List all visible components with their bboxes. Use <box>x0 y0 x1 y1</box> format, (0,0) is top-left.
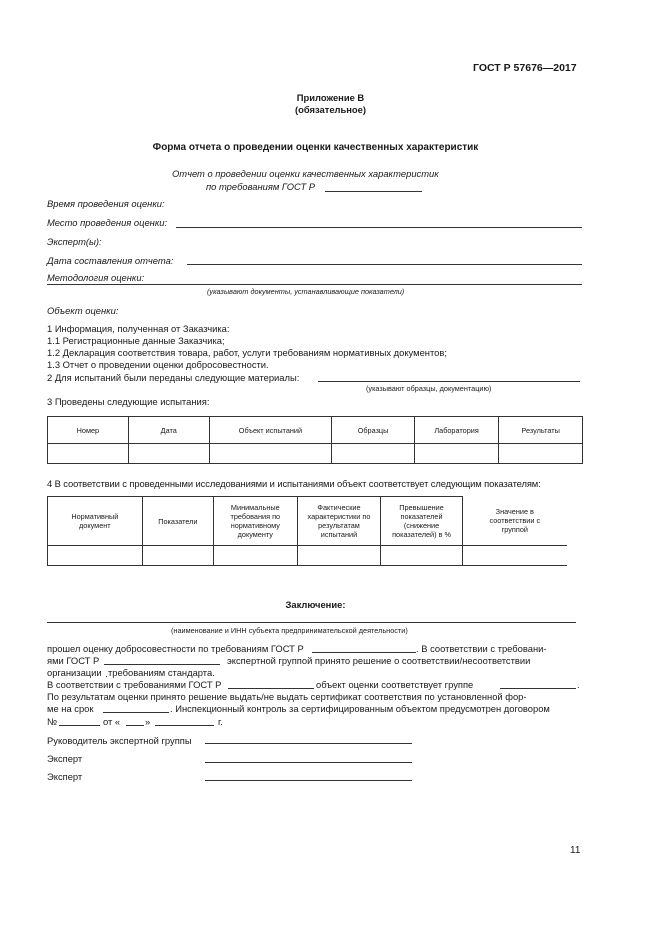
contract-month-line[interactable] <box>155 725 214 726</box>
conclusion-p4b: объект оценки соответствует группе <box>316 679 474 690</box>
form-title: Форма отчета о проведении оценки качественных характеристик <box>152 142 479 153</box>
table2-header-doc: Нормативный документ <box>48 497 143 546</box>
signature-expert1-label: Эксперт <box>47 753 83 764</box>
table1-cell[interactable] <box>209 444 332 464</box>
table1-cell[interactable] <box>48 444 129 464</box>
conclusion-p6b: . Инспекционный контроль за сертифицированным объектом предусмотрен договором <box>170 703 550 714</box>
signature-head-label: Руководитель экспертной группы <box>47 735 192 746</box>
conclusion-gost-line-1[interactable] <box>312 652 416 653</box>
table1-cell[interactable] <box>414 444 498 464</box>
conclusion-org-line[interactable] <box>106 676 107 677</box>
tests-table <box>47 416 583 464</box>
table1-header-samples: Образцы <box>332 417 415 444</box>
table1-header-lab: Лаборатория <box>414 417 498 444</box>
conclusion-subject-line[interactable] <box>47 622 576 623</box>
table2-header-indicators: Показатели <box>142 497 213 546</box>
table1-header-number: Номер <box>48 417 129 444</box>
conclusion-p4c: . <box>577 679 580 690</box>
conclusion-p4a: В соответствии с требованиями ГОСТ Р <box>47 679 222 690</box>
report-line-2: по требованиям ГОСТ Р <box>206 181 316 192</box>
signature-head-line[interactable] <box>205 743 412 744</box>
conclusion-hint: (наименование и ИНН субъекта предпринимательской деятельности) <box>171 626 408 635</box>
page-number: 11 <box>570 845 581 856</box>
standard-number: ГОСТ Р 57676—2017 <box>473 62 577 74</box>
conformity-table <box>47 496 567 566</box>
conclusion-p3b: требованиям стандарта. <box>108 667 215 678</box>
conclusion-p7c: » <box>145 716 151 727</box>
materials-hint: (указывают образцы, документацию) <box>366 384 492 393</box>
conclusion-p7d: г. <box>218 716 223 727</box>
field-method-hint: (указывают документы, устанавливающие показатели) <box>207 287 405 296</box>
table2-header-actual: Фактические характеристики по результатам испытаний <box>297 497 381 546</box>
info-item-1: 1 Информация, полученная от Заказчика: <box>47 323 230 334</box>
conclusion-p2b: экспертной группой принято решение о соответствии/несоответствии <box>227 655 531 666</box>
materials-label: 2 Для испытаний были переданы следующие материалы: <box>47 372 300 383</box>
table2-header-min: Минимальные требования по нормативному документу <box>214 497 297 546</box>
field-method-line[interactable] <box>47 284 582 285</box>
gost-number-line[interactable] <box>325 191 422 192</box>
table2-cell[interactable] <box>462 546 567 566</box>
conclusion-group-line[interactable] <box>500 688 576 689</box>
conclusion-p2a: ями ГОСТ Р <box>47 655 100 666</box>
table2-cell[interactable] <box>381 546 462 566</box>
field-date-line[interactable] <box>187 264 582 265</box>
conclusion-p1b: . В соответствии с требовани- <box>416 643 547 654</box>
field-place-line[interactable] <box>176 227 582 228</box>
conclusion-gost-line-2[interactable] <box>104 664 220 665</box>
signature-expert1-line[interactable] <box>205 762 412 763</box>
table2-cell[interactable] <box>48 546 143 566</box>
table1-header-object: Объект испытаний <box>209 417 332 444</box>
field-experts-label: Эксперт(ы): <box>47 236 102 247</box>
conformity-title: 4 В соответствии с проведенными исследованиями и испытаниями объект соответствует следующим показателям: <box>47 478 541 489</box>
appendix-status: (обязательное) <box>295 104 366 115</box>
info-item-1-1: 1.1 Регистрационные данные Заказчика; <box>47 335 225 346</box>
contract-number-line[interactable] <box>59 725 100 726</box>
conclusion-p5: По результатам оценки принято решение выдать/не выдать сертификат соответствия по установленной фор- <box>47 691 527 702</box>
field-method-label: Методология оценки: <box>47 272 145 283</box>
report-line-1: Отчет о проведении оценки качественных характеристик <box>172 168 439 179</box>
conclusion-gost-line-3[interactable] <box>228 688 314 689</box>
signature-expert2-line[interactable] <box>205 780 412 781</box>
conclusion-p6a: ме на срок <box>47 703 94 714</box>
table1-cell[interactable] <box>332 444 415 464</box>
field-time-label: Время проведения оценки: <box>47 198 165 209</box>
table2-header-excess: Превышение показателей (снижение показателей) в % <box>381 497 462 546</box>
conclusion-p7a: № <box>47 716 58 727</box>
table1-header-date: Дата <box>128 417 209 444</box>
info-item-1-3: 1.3 Отчет о проведении оценки добросовестности. <box>47 359 269 370</box>
conclusion-p1a: прошел оценку добросовестности по требованиям ГОСТ Р <box>47 643 304 654</box>
table1-cell[interactable] <box>499 444 583 464</box>
table1-cell[interactable] <box>128 444 209 464</box>
table2-cell[interactable] <box>214 546 297 566</box>
table2-header-group: Значение в соответствии с группой <box>462 497 567 546</box>
info-item-1-2: 1.2 Декларация соответствия товара, работ, услуги требованиям нормативных документов; <box>47 347 447 358</box>
conclusion-p3a: организации <box>47 667 102 678</box>
table2-cell[interactable] <box>297 546 381 566</box>
field-object-label: Объект оценки: <box>47 305 119 316</box>
field-place-label: Место проведения оценки: <box>47 217 168 228</box>
table1-header-results: Результаты <box>499 417 583 444</box>
contract-day-line[interactable] <box>126 725 144 726</box>
conclusion-title: Заключение: <box>285 599 346 610</box>
conclusion-p7b: от « <box>103 716 121 727</box>
conclusion-term-line[interactable] <box>103 712 169 713</box>
tests-title: 3 Проведены следующие испытания: <box>47 396 210 407</box>
field-date-label: Дата составления отчета: <box>47 255 174 266</box>
appendix-title: Приложение В <box>296 92 365 103</box>
table2-cell[interactable] <box>142 546 213 566</box>
materials-line[interactable] <box>318 381 580 382</box>
signature-expert2-label: Эксперт <box>47 771 83 782</box>
